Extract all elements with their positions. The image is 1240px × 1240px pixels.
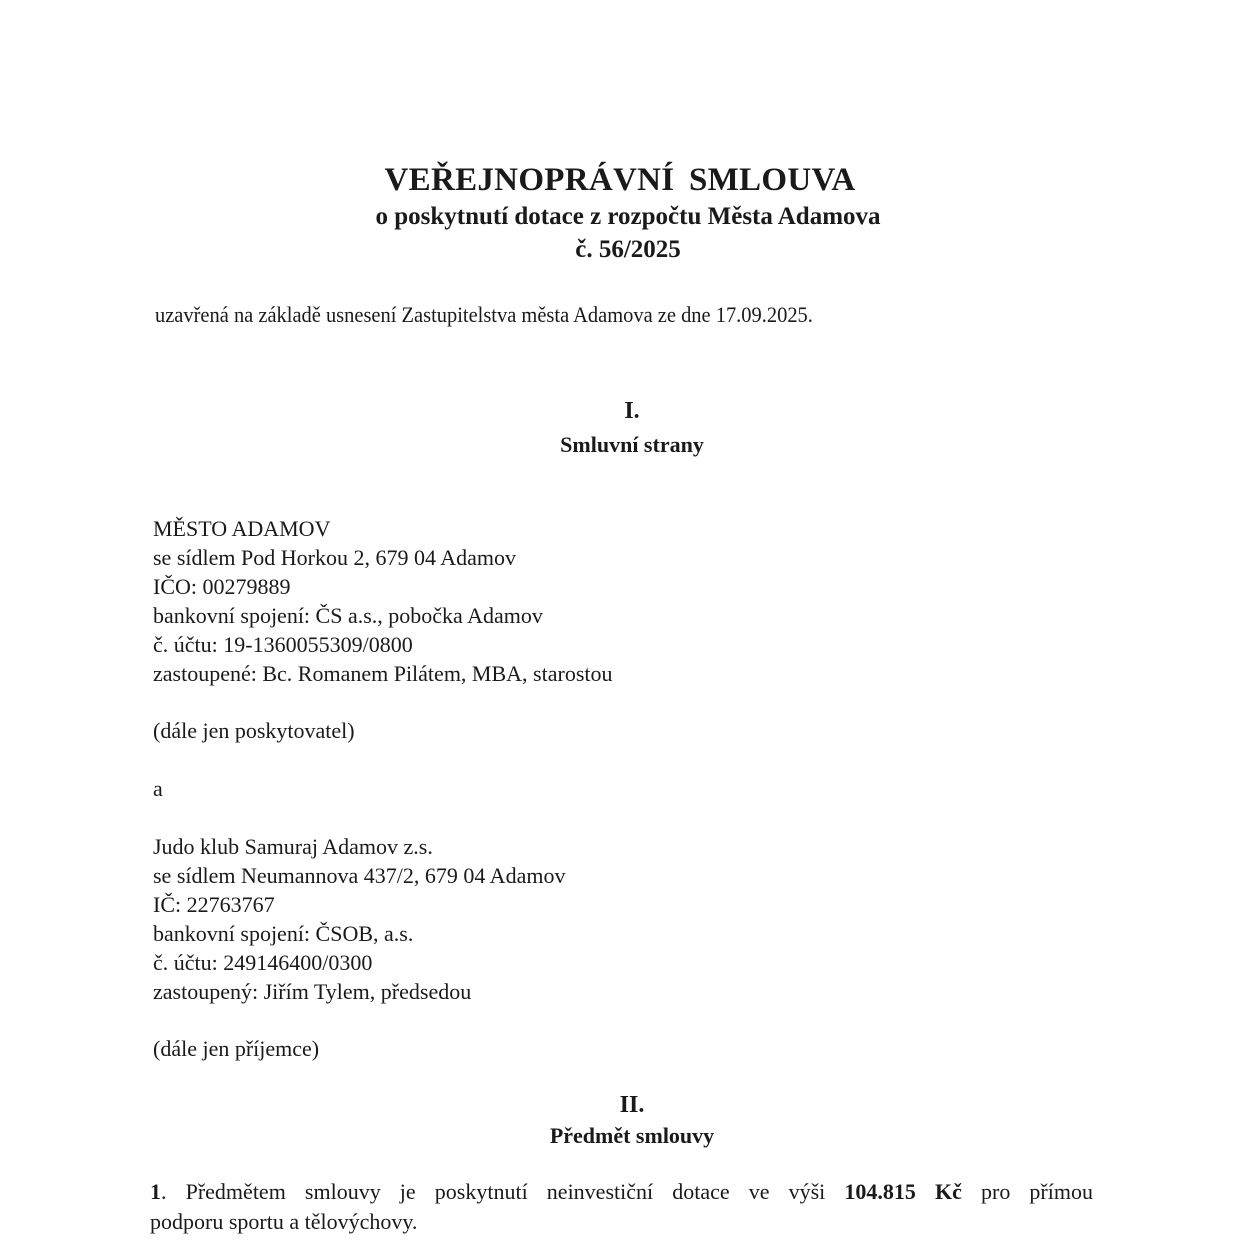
paragraph-index: 1 (150, 1179, 161, 1204)
provider-bank: bankovní spojení: ČS a.s., pobočka Adamov (153, 603, 543, 628)
recipient-bank: bankovní spojení: ČSOB, a.s. (153, 921, 414, 946)
recipient-ic: IČ: 22763767 (153, 892, 275, 917)
recipient-address: se sídlem Neumannova 437/2, 679 04 Adamov (153, 863, 566, 888)
paragraph-text-before: . Předmětem smlouvy je poskytnutí neinvestiční dotace ve výši (161, 1179, 845, 1204)
section-1-title: Smluvní strany (560, 432, 704, 457)
recipient-account: č. účtu: 249146400/0300 (153, 950, 373, 975)
section-2-number: II. (619, 1092, 645, 1118)
section-2-paragraph-1 (150, 1177, 1093, 1237)
section-1-number: I. (624, 398, 640, 424)
paragraph-line-1 (150, 1177, 1093, 1207)
recipient-represented: zastoupený: Jiřím Tylem, předsedou (153, 979, 472, 1004)
recipient-block (153, 832, 565, 1006)
paragraph-text-after: pro přímou (961, 1179, 1093, 1204)
conjunction: a (153, 776, 163, 801)
provider-represented: zastoupené: Bc. Romanem Pilátem, MBA, starostou (153, 661, 613, 686)
contract-number: č. 56/2025 (575, 236, 681, 263)
provider-account: č. účtu: 19-1360055309/0800 (153, 632, 413, 657)
grant-amount: 104.815 Kč (844, 1179, 962, 1204)
document-title: VEŘEJNOPRÁVNÍ SMLOUVA (384, 162, 856, 198)
provider-block (153, 514, 613, 688)
document-subtitle: o poskytnutí dotace z rozpočtu Města Adamova (375, 203, 881, 230)
provider-role: (dále jen poskytovatel) (153, 718, 355, 743)
provider-name: MĚSTO ADAMOV (153, 516, 331, 541)
recipient-role: (dále jen příjemce) (153, 1036, 320, 1061)
recipient-name: Judo klub Samuraj Adamov z.s. (153, 834, 433, 859)
section-2-title: Předmět smlouvy (549, 1123, 715, 1148)
paragraph-line-2: podporu sportu a tělovýchovy. (150, 1209, 418, 1234)
intro-text: uzavřená na základě usnesení Zastupitelstva města Adamova ze dne 17.09.2025. (155, 302, 813, 327)
provider-ico: IČO: 00279889 (153, 574, 291, 599)
provider-address: se sídlem Pod Horkou 2, 679 04 Adamov (153, 545, 516, 570)
